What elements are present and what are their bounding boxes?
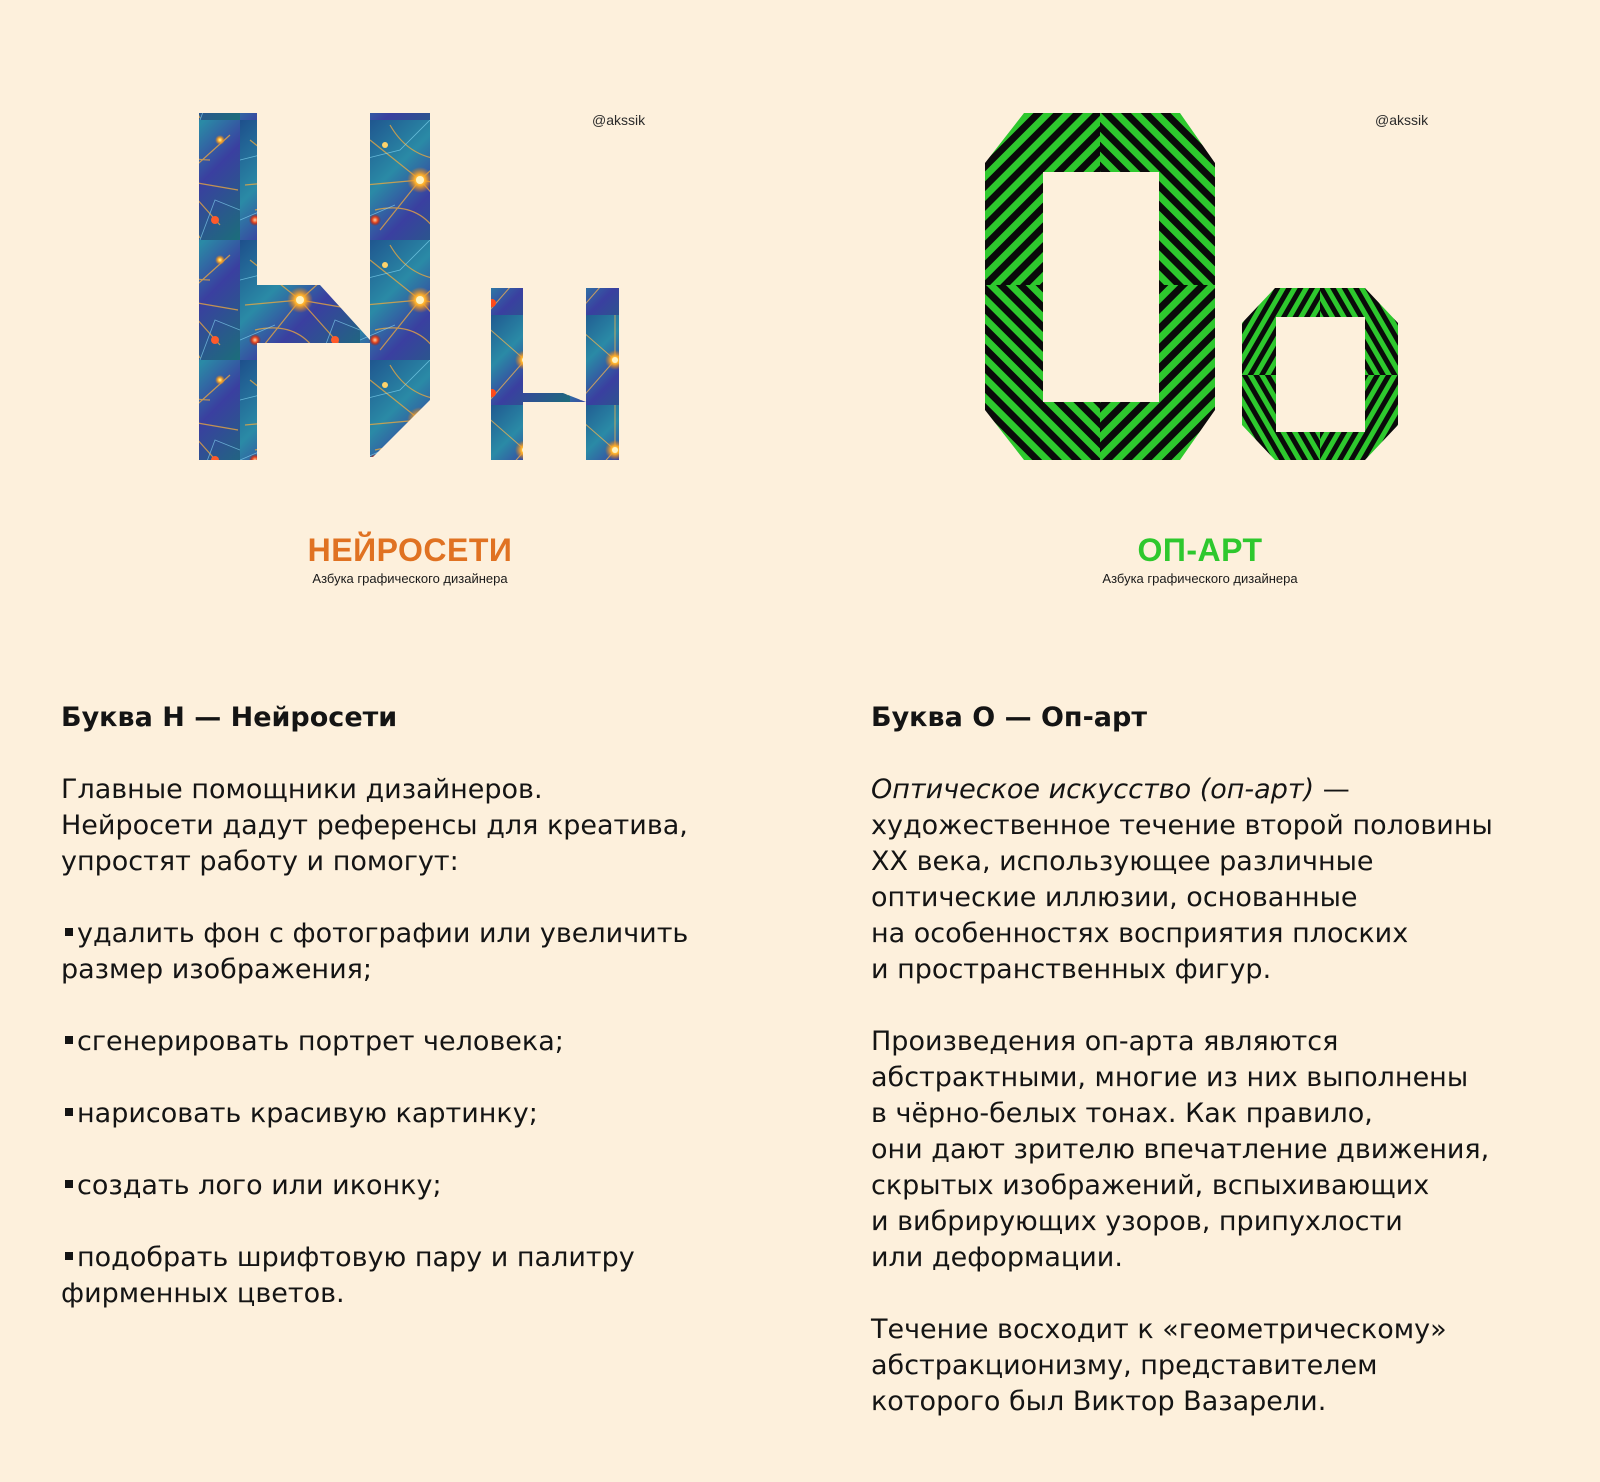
list-item (61, 1240, 781, 1312)
card-title: НЕЙРОСЕТИ (307, 532, 513, 568)
list-item-text: нарисовать красивую картинку; (77, 1098, 538, 1129)
description-paragraph: Произведения оп-арта являются абстрактными, многие из них выполнены в чёрно-белых тонах. Как правило, они дают зрителю впечатление движения, скрытых изображений, вспыхивающих и вибрирующих узоров, припухлости или деформации. (871, 1026, 1490, 1273)
op-art-letters-icon (800, 0, 1600, 500)
term-italic: Оптическое искусство (оп-арт) (871, 774, 1315, 805)
text-column-neural (61, 700, 781, 1348)
card-neural-networks (0, 0, 800, 650)
list-item (61, 1168, 781, 1204)
list-item-text: сгенерировать портрет человека; (77, 1026, 564, 1057)
neural-network-letters-icon (0, 0, 800, 500)
bullet-square-icon (65, 1108, 73, 1116)
section-heading: Буква Н — Нейросети (61, 702, 398, 733)
text-column-op-art (871, 700, 1591, 1420)
list-item (61, 916, 781, 988)
definition-text: — художественное течение второй половины XX века, использующее различные оптические иллюзии, основанные на особенностях восприятия плоских и пространственных фигур. (871, 774, 1493, 985)
bullet-square-icon (65, 1180, 73, 1188)
intro-paragraph: Главные помощники дизайнеров. Нейросети дадут референсы для креатива, упростят работу и помогут: (61, 774, 688, 877)
list-item-text: удалить фон с фотографии или увеличить размер изображения; (61, 918, 689, 985)
bullet-square-icon (65, 1036, 73, 1044)
list-item (61, 1096, 781, 1132)
author-handle: @akssik (592, 112, 646, 128)
bullet-square-icon (65, 1252, 73, 1260)
card-subtitle: Азбука графического дизайнера (312, 571, 508, 586)
list-item (61, 1024, 781, 1060)
card-title: ОП-АРТ (1137, 532, 1263, 568)
list-item-text: создать лого или иконку; (77, 1170, 442, 1201)
card-subtitle: Азбука графического дизайнера (1102, 571, 1298, 586)
card-op-art (800, 0, 1600, 650)
section-heading: Буква О — Оп-арт (871, 702, 1147, 733)
history-paragraph: Течение восходит к «геометрическому» абстракционизму, представителем которого был Виктор Вазарели. (871, 1314, 1447, 1417)
list-item-text: подобрать шрифтовую пару и палитру фирменных цветов. (61, 1242, 635, 1309)
definition-paragraph (871, 772, 1591, 988)
author-handle: @akssik (1375, 112, 1429, 128)
bullet-square-icon (65, 928, 73, 936)
